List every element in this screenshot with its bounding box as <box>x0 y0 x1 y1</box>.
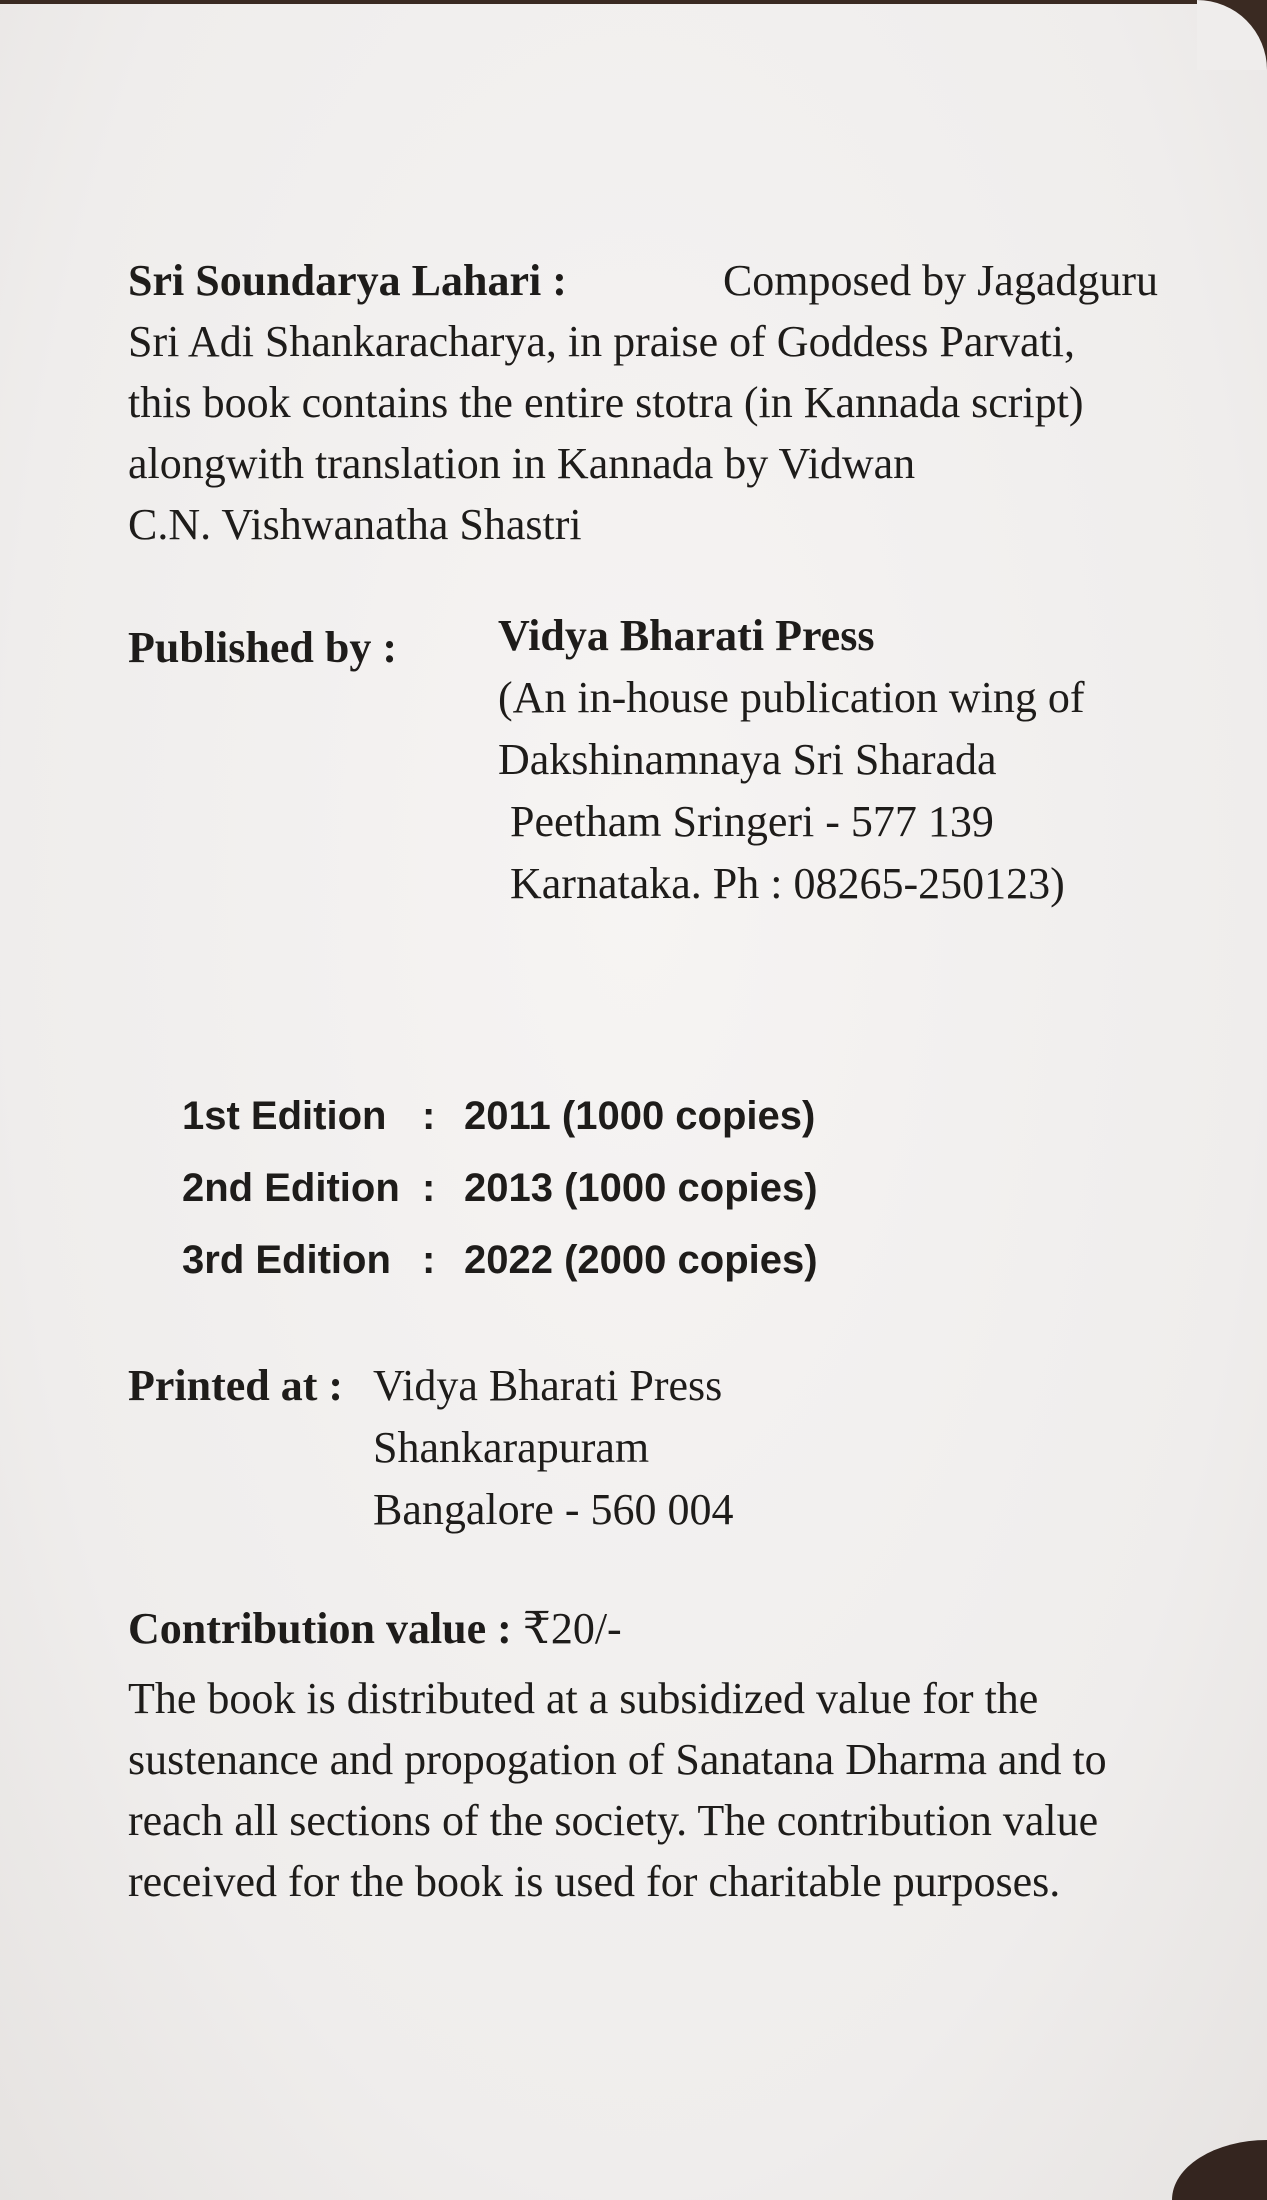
published-label: Published by : <box>128 623 397 672</box>
contribution-row <box>128 1603 622 1654</box>
edition-separator: : <box>422 1238 436 1282</box>
publisher-line: Karnataka. Ph : 08265-250123) <box>510 859 1065 908</box>
contribution-label: Contribution value : <box>128 1604 512 1653</box>
edition-label: 2nd Edition <box>182 1166 400 1210</box>
page-top-shadow <box>0 0 1200 4</box>
publisher-line: Peetham Sringeri - 577 139 <box>510 797 994 846</box>
editions-list <box>182 1080 818 1296</box>
printer-line: Shankarapuram <box>373 1423 650 1472</box>
publisher-line: Dakshinamnaya Sri Sharada <box>498 735 997 784</box>
edition-row <box>182 1080 818 1152</box>
edition-separator: : <box>422 1094 436 1138</box>
page-corner-bottom-right <box>1172 2140 1267 2200</box>
contribution-paragraph <box>128 1668 1158 1912</box>
publisher-name: Vidya Bharati Press <box>498 611 875 660</box>
contribution-line: sustenance and propogation of Sanatana Dharma and to <box>128 1735 1107 1784</box>
edition-detail: 2022 (2000 copies) <box>464 1238 818 1282</box>
edition-row <box>182 1152 818 1224</box>
contribution-line: reach all sections of the society. The contribution value <box>128 1796 1099 1845</box>
edition-detail: 2013 (1000 copies) <box>464 1166 818 1210</box>
intro-paragraph <box>128 250 1158 555</box>
intro-line-5: C.N. Vishwanatha Shastri <box>128 500 582 549</box>
edition-separator: : <box>422 1166 436 1210</box>
printed-label: Printed at : <box>128 1361 344 1410</box>
contribution-line: The book is distributed at a subsidized value for the <box>128 1674 1039 1723</box>
edition-label: 1st Edition <box>182 1094 387 1138</box>
contribution-value: ₹20/- <box>522 1604 622 1653</box>
printer-block <box>373 1355 733 1541</box>
publisher-block <box>498 605 1085 915</box>
intro-line-3: this book contains the entire stotra (in Kannada script) <box>128 378 1084 427</box>
publisher-line: (An in-house publication wing of <box>498 673 1085 722</box>
intro-line-2: Sri Adi Shankaracharya, in praise of Goddess Parvati, <box>128 317 1075 366</box>
contribution-line: received for the book is used for charitable purposes. <box>128 1857 1061 1906</box>
intro-line-4: alongwith translation in Kannada by Vidwan <box>128 439 916 488</box>
intro-title: Sri Soundarya Lahari : <box>128 256 567 305</box>
edition-detail: 2011 (1000 copies) <box>464 1094 816 1138</box>
printer-line: Vidya Bharati Press <box>373 1361 723 1410</box>
edition-row <box>182 1224 818 1296</box>
printer-line: Bangalore - 560 004 <box>373 1485 734 1534</box>
intro-line-1 <box>128 250 1158 311</box>
intro-text: Composed by Jagadguru <box>722 256 1158 305</box>
edition-label: 3rd Edition <box>182 1238 391 1282</box>
